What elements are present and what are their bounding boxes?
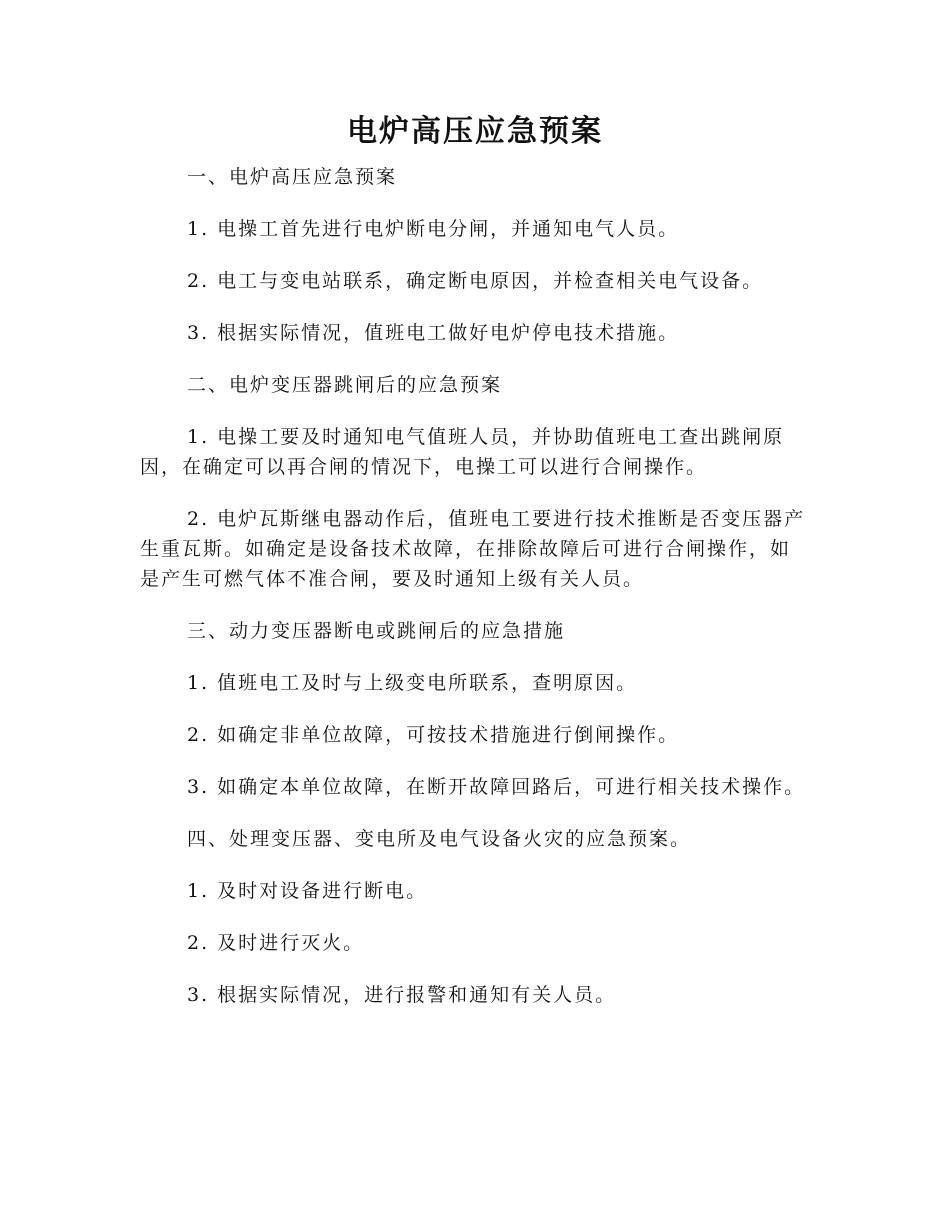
section-heading-4: 四、处理变压器、变电所及电气设备火灾的应急预案。 (187, 828, 692, 850)
paragraph: 2. 电工与变电站联系，确定断电原因，并检查相关电气设备。 (187, 270, 764, 292)
paragraph: 2. 及时进行灭火。 (187, 932, 365, 954)
paragraph: 1. 电操工首先进行电炉断电分闸，并通知电气人员。 (187, 218, 680, 240)
document-body (140, 162, 810, 1032)
section-heading-1: 一、电炉高压应急预案 (187, 166, 398, 188)
paragraph: 2. 如确定非单位故障，可按技术措施进行倒闸操作。 (187, 724, 680, 746)
paragraph: 3. 根据实际情况，进行报警和通知有关人员。 (187, 984, 617, 1006)
document-title: 电炉高压应急预案 (347, 114, 603, 149)
paragraph: 1. 值班电工及时与上级变电所联系，查明原因。 (187, 672, 638, 694)
paragraph: 3. 如确定本单位故障，在断开故障回路后，可进行相关技术操作。 (187, 776, 806, 798)
paragraph: 2. 电炉瓦斯继电器动作后，值班电工要进行技术推断是否变压器产生重瓦斯。如确定是设备技术故障，在排除故障后可进行合闸操作，如是产生可燃气体不准合闸，要及时通知上级有关人员。 (140, 508, 806, 590)
paragraph: 3. 根据实际情况，值班电工做好电炉停电技术措施。 (187, 322, 680, 344)
paragraph: 1. 电操工要及时通知电气值班人员，并协助值班电工查出跳闸原因，在确定可以再合闸的情况下，电操工可以进行合闸操作。 (140, 426, 785, 478)
paragraph: 1. 及时对设备进行断电。 (187, 880, 428, 902)
section-heading-3: 三、动力变压器断电或跳闸后的应急措施 (187, 620, 566, 642)
section-heading-2: 二、电炉变压器跳闸后的应急预案 (187, 374, 503, 396)
